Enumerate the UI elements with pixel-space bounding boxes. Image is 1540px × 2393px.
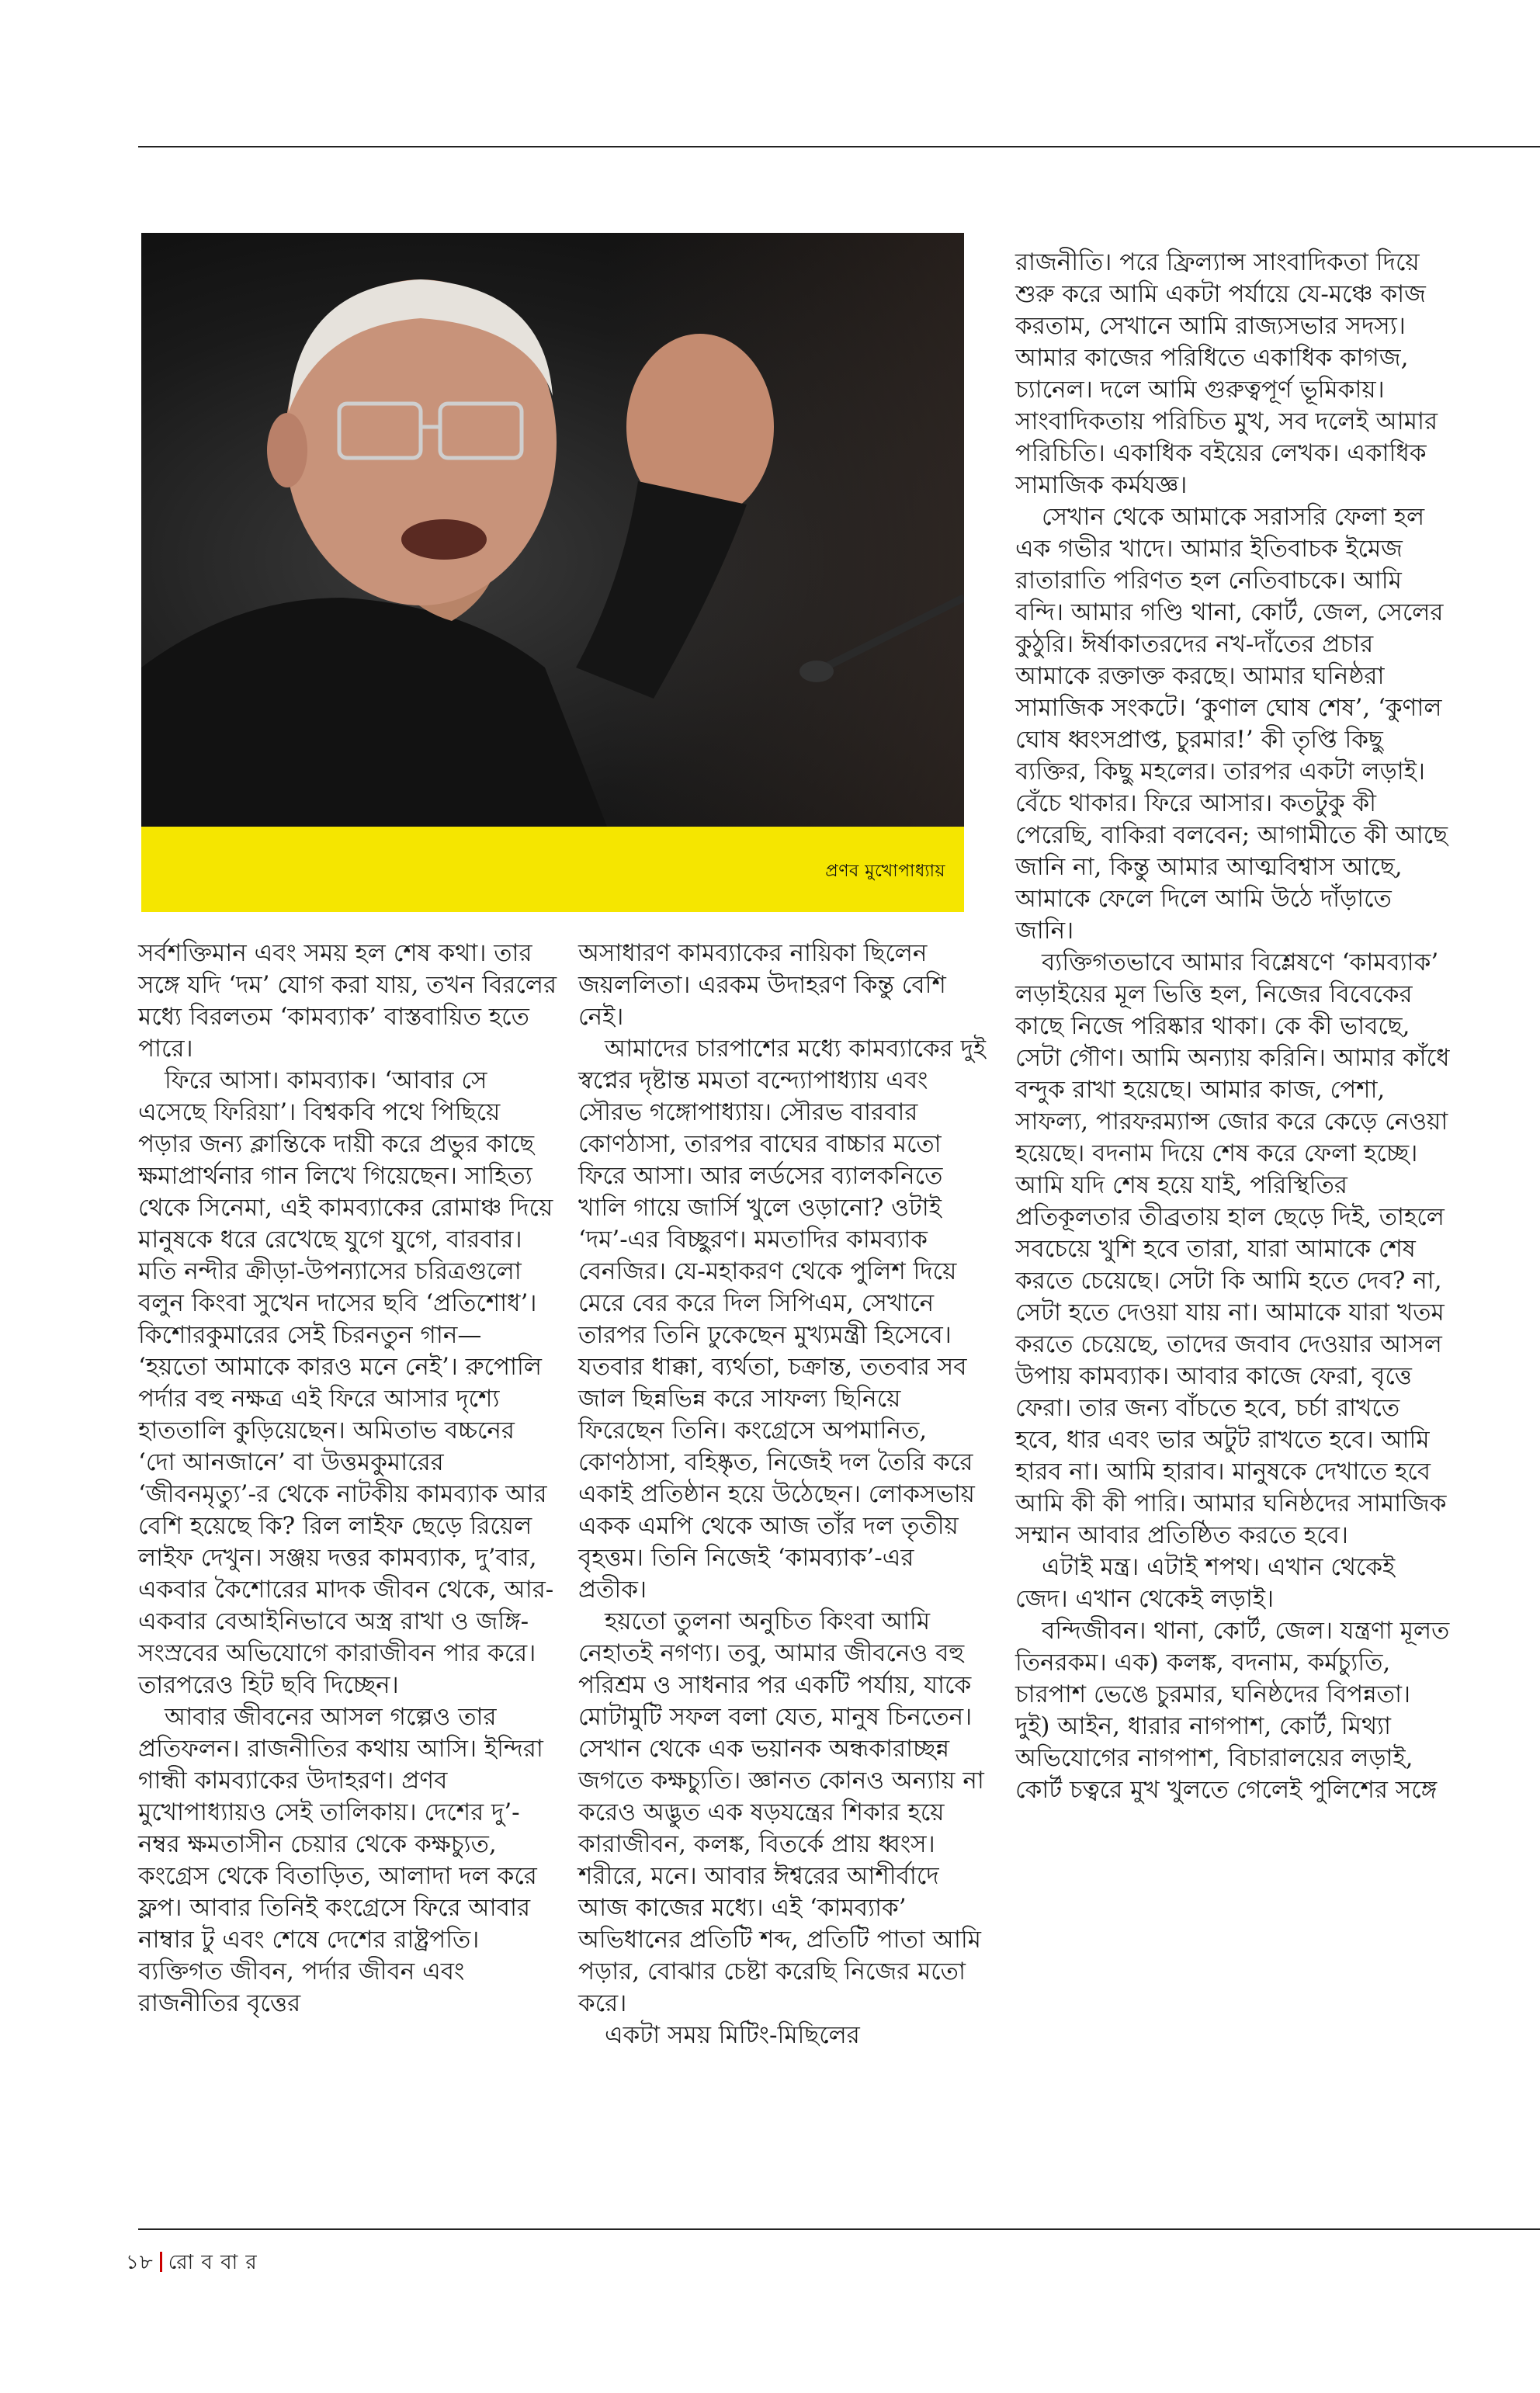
paragraph: সেখান থেকে আমাকে সরাসরি ফেলা হল এক গভীর খাদে। আমার ইতিবাচক ইমেজ রাতারাতি পরিণত হল নেতিবাচকে। আমি বন্দি। আমার গণ্ডি থানা, কোর্ট, জেল, সেলের কুঠুরি। ঈর্ষাকাতরদের নখ-দাঁতের প্রচার আমাকে রক্তাক্ত করছে। আমার ঘনিষ্ঠরা সামাজিক সংকটে। ‘কুণাল ঘোষ শেষ’, ‘কুণাল ঘোষ ধ্বংসপ্রাপ্ত, চুরমার!’ কী তৃপ্তি কিছু ব্যক্তির, কিছু মহলের। তারপর একটা লড়াই। বেঁচে থাকার। ফিরে আসার। কতটুকু কী পেরেছি, বাকিরা বলবেন; আগামীতে কী আছে জানি না, কিন্তু আমার আত্মবিশ্বাস আছে, আমাকে ফেলে দিলে আমি উঠে দাঁড়াতে জানি। <box>1015 503 1448 945</box>
paragraph: ব্যক্তিগতভাবে আমার বিশ্লেষণে ‘কামব্যাক’ লড়াইয়ের মূল ভিত্তি হল, নিজের বিবেকের কাছে নিজে পরিষ্কার থাকা। কে কী ভাবছে, সেটা গৌণ। আমি অন্যায় করিনি। আমার কাঁধে বন্দুক রাখা হয়েছে। আমার কাজ, পেশা, সাফল্য, পারফরম্যান্স জোর করে কেড়ে নেওয়া হয়েছে। বদনাম দিয়ে শেষ করে ফেলা হচ্ছে। আমি যদি শেষ হয়ে যাই, পরিস্থিতির প্রতিকূলতার তীব্রতায় হাল ছেড়ে দিই, তাহলে সবচেয়ে খুশি হবে তারা, যারা আমাকে শেষ করতে চেয়েছে। সেটা কি আমি হতে দেব? না, সেটা হতে দেওয়া যায় না। আমাকে যারা খতম করতে চেয়েছে, তাদের জবাব দেওয়ার আসল উপায় কামব্যাক। আবার কাজে ফেরা, বৃত্তে ফেরা। তার জন্য বাঁচতে হবে, চর্চা রাখতে হবে, ধার এবং ভার অটুট রাখতে হবে। আমি হারব না। আমি হারাব। মানুষকে দেখাতে হবে আমি কী কী পারি। আমার ঘনিষ্ঠদের সামাজিক সম্মান আবার প্রতিষ্ঠিত করতে হবে। <box>1015 949 1450 1549</box>
microphone-stand <box>824 598 964 668</box>
paragraph: বন্দিজীবন। থানা, কোর্ট, জেল। যন্ত্রণা মূলত তিনরকম। এক) কলঙ্ক, বদনাম, কর্মচ্যুতি, চারপাশ ভেঙে চুরমার, ঘনিষ্ঠদের বিপন্নতা। দুই) আইন, ধারার নাগপাশ, কোর্ট, মিথ্যা অভিযোগের নাগপাশ, বিচারালয়ের লড়াই, কোর্ট চত্বরে মুখ খুলতে গেলেই পুলিশের সঙ্গে <box>1015 1617 1450 1804</box>
header-rule <box>138 146 1540 147</box>
paragraph: রাজনীতি। পরে ফ্রিল্যান্স সাংবাদিকতা দিয়ে শুরু করে আমি একটা পর্যায়ে যে-মঞ্চে কাজ করতাম, সেখানে আমি রাজ্যসভার সদস্য। আমার কাজের পরিধিতে একাধিক কাগজ, চ্যানেল। দলে আমি গুরুত্বপূর্ণ ভূমিকায়। সাংবাদিকতায় পরিচিত মুখ, সব দলেই আমার পরিচিতি। একাধিক বইয়ের লেখক। একাধিক সামাজিক কর্মযজ্ঞ। <box>1015 248 1438 499</box>
mouth-shape <box>401 519 487 560</box>
article-column-1 <box>138 938 557 2020</box>
suit-shape <box>141 598 607 827</box>
magazine-name: রো ব বা র <box>168 2251 258 2274</box>
article-photo <box>141 233 964 827</box>
ear-shape <box>267 413 307 487</box>
arm-sleeve-shape <box>576 481 747 699</box>
page-footer <box>126 2246 258 2280</box>
paragraph: হয়তো তুলনা অনুচিত কিংবা আমি নেহাতই নগণ্য। তবু, আমার জীবনেও বহু পরিশ্রম ও সাধনার পর একটি পর্যায়, যাকে মোটামুটি সফল বলা যেত, মানুষ চিনতেন। সেখান থেকে এক ভয়ানক অন্ধকারাচ্ছন্ন জগতে কক্ষচ্যুতি। জ্ঞানত কোনও অন্যায় না করেও অদ্ভুত এক ষড়যন্ত্রের শিকার হয়ে কারাজীবন, কলঙ্ক, বিতর্কে প্রায় ধ্বংস। শরীরে, মনে। আবার ঈশ্বরের আশীর্বাদে আজ কাজের মধ্যে। এই ‘কামব্যাক’ অভিধানের প্রতিটি শব্দ, প্রতিটি পাতা আমি পড়ার, বোঝার চেষ্টা করেছি নিজের মতো করে। <box>578 1607 984 2017</box>
footer-rule <box>138 2228 1540 2230</box>
paragraph: একটা সময় মিটিং-মিছিলের <box>605 2021 860 2049</box>
paragraph: আবার জীবনের আসল গল্পেও তার প্রতিফলন। রাজনীতির কথায় আসি। ইন্দিরা গান্ধী কামব্যাকের উদাহরণ। প্রণব মুখোপাধ্যায়ও সেই তালিকায়। দেশের দু’-নম্বর ক্ষমতাসীন চেয়ার থেকে কক্ষচ্যুত, কংগ্রেস থেকে বিতাড়িত, আলাদা দল করে ফ্লপ। আবার তিনিই কংগ্রেসে ফিরে আবার নাম্বার টু এবং শেষে দেশের রাষ্ট্রপতি। ব্যক্তিগত জীবন, পর্দার জীবন এবং রাজনীতির বৃত্তের <box>138 1703 543 2017</box>
page-number: ১৮ <box>126 2251 154 2274</box>
speaker-portrait-illustration <box>141 233 964 827</box>
article-column-2 <box>578 938 986 2051</box>
footer-separator <box>160 2252 162 2272</box>
paragraph: ফিরে আসা। কামব্যাক। ‘আবার সে এসেছে ফিরিয়া’। বিশ্বকবি পথে পিছিয়ে পড়ার জন্য ক্লান্তিকে দায়ী করে প্রভুর কাছে ক্ষমাপ্রার্থনার গান লিখে গিয়েছেন। সাহিত্য থেকে সিনেমা, এই কামব্যাকের রোমাঞ্চ দিয়ে মানুষকে ধরে রেখেছে যুগে যুগে, বারবার। মতি নন্দীর ক্রীড়া-উপন্যাসের চরিত্রগুলো বলুন কিংবা সুখেন দাসের ছবি ‘প্রতিশোধ’। কিশোরকুমারের সেই চিরনতুন গান— ‘হয়তো আমাকে কারও মনে নেই’। রুপোলি পর্দার বহু নক্ষত্র এই ফিরে আসার দৃশ্যে হাততালি কুড়িয়েছেন। অমিতাভ বচ্চনের ‘দো আনজানে’ বা উত্তমকুমারের ‘জীবনমৃত্যু’-র থেকে নাটকীয় কামব্যাক আর বেশি হয়েছে কি? রিল লাইফ ছেড়ে রিয়েল লাইফ দেখুন। সঞ্জয় দত্তর কামব্যাক, দু’বার, একবার কৈশোরের মাদক জীবন থেকে, আর-একবার বেআইনিভাবে অস্ত্র রাখা ও জঙ্গি-সংস্রবের অভিযোগে কারাজীবন পার করে। তারপরেও হিট ছবি দিচ্ছেন। <box>138 1066 554 1699</box>
article-column-3 <box>1015 247 1450 1806</box>
photo-caption-band <box>141 827 964 912</box>
paragraph: সর্বশক্তিমান এবং সময় হল শেষ কথা। তার সঙ্গে যদি ‘দম’ যোগ করা যায়, তখন বিরলের মধ্যে বিরলতম ‘কামব্যাক’ বাস্তবায়িত হতে পারে। <box>138 939 557 1063</box>
paragraph: এটাই মন্ত্র। এটাই শপথ। এখান থেকেই জেদ। এখান থেকেই লড়াই। <box>1015 1553 1396 1613</box>
photo-caption: প্রণব মুখোপাধ্যায় <box>825 862 945 881</box>
paragraph: অসাধারণ কামব্যাকের নায়িকা ছিলেন জয়ললিতা। এরকম উদাহরণ কিন্তু বেশি নেই। <box>578 939 946 1031</box>
microphone-head <box>799 661 834 682</box>
paragraph: আমাদের চারপাশের মধ্যে কামব্যাকের দুই স্বপ্নের দৃষ্টান্ত মমতা বন্দ্যোপাধ্যায় এবং সৌরভ গঙ্গোপাধ্যায়। সৌরভ বারবার কোণঠাসা, তারপর বাঘের বাচ্চার মতো ফিরে আসা। আর লর্ডসের ব্যালকনিতে খালি গায়ে জার্সি খুলে ওড়ানো? ওটাই ‘দম’-এর বিচ্ছুরণ। মমতাদির কামব্যাক বেনজির। যে-মহাকরণ থেকে পুলিশ দিয়ে মেরে বের করে দিল সিপিএম, সেখানে তারপর তিনি ঢুকেছেন মুখ্যমন্ত্রী হিসেবে। যতবার ধাক্কা, ব্যর্থতা, চক্রান্ত, ততবার সব জাল ছিন্নভিন্ন করে সাফল্য ছিনিয়ে ফিরেছেন তিনি। কংগ্রেসে অপমানিত, কোণঠাসা, বহিষ্কৃত, নিজেই দল তৈরি করে একাই প্রতিষ্ঠান হয়ে উঠেছেন। লোকসভায় একক এমপি থেকে আজ তাঁর দল তৃতীয় বৃহত্তম। তিনি নিজেই ‘কামব্যাক’-এর প্রতীক। <box>578 1035 986 1604</box>
